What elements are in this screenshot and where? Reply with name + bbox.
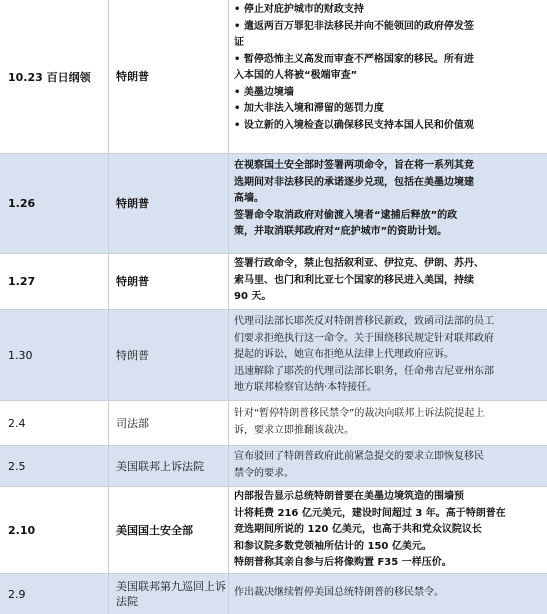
row-actor: 特朗普 xyxy=(116,70,149,83)
table-row xyxy=(0,154,547,254)
row-text-line: 签署行政命令，禁止包括叙利亚、伊拉克、伊朗、苏丹、 xyxy=(234,258,484,269)
table-row xyxy=(0,401,547,446)
row-text-line: 地方联邦检察官达纳·本特接任。 xyxy=(234,382,378,393)
row-description xyxy=(228,154,547,253)
row-date: 1.27 xyxy=(8,275,36,288)
row-text-line: • 停止对庇护城市的财政支持 xyxy=(234,4,364,15)
row-date: 2.5 xyxy=(8,459,26,473)
row-text-line: 作出裁决继续暂停美国总统特朗普的移民禁令。 xyxy=(234,587,444,598)
row-text-line: 证 xyxy=(234,37,244,48)
row-description xyxy=(228,401,547,445)
row-text-line: 计将耗费 216 亿元美元，建设时间超过 3 年。高于特朗普在 xyxy=(234,507,506,519)
row-text-line: 针对“暂停特朗普移民禁令”的裁决向联邦上诉法院提起上 xyxy=(234,408,485,419)
row-text-line: 选期间对非法移民的承诺逐步兑现，包括在美墨边境建 xyxy=(234,176,474,188)
row-text-line: 特朗普称其亲自参与后将像购置 F35 一样压价。 xyxy=(234,557,452,568)
row-description xyxy=(228,0,547,153)
table-row xyxy=(0,254,547,310)
row-text-line: 在视察国土安全部时签署两项命令，旨在将一系列其竞 xyxy=(234,160,474,171)
row-text-line: • 遣返两百万罪犯非法移民并向不能领回的政府停发签 xyxy=(234,20,474,32)
row-actor: 特朗普 xyxy=(116,275,149,288)
row-text-line: 迅速解除了耶茨的代理司法部长职务，任命弗吉尼亚州东部 xyxy=(234,365,494,377)
row-actor: 特朗普 xyxy=(116,197,149,210)
table-row xyxy=(0,0,547,154)
row-description xyxy=(228,574,547,614)
column-divider xyxy=(228,0,229,614)
row-description xyxy=(228,446,547,486)
table-row xyxy=(0,310,547,401)
column-divider xyxy=(108,0,109,614)
row-text-line: • 加大非法入境和滞留的惩罚力度 xyxy=(234,103,384,114)
row-actor: 美国国土安全部 xyxy=(116,523,193,537)
table-row xyxy=(0,446,547,487)
row-text-line: 内部报告显示总统特朗普要在美墨边境筑造的围墙预 xyxy=(234,491,464,502)
row-actor: 美国联邦上诉法院 xyxy=(116,459,204,473)
row-date: 2.10 xyxy=(8,523,36,537)
row-actor: 美国联邦第九巡回上诉法院 xyxy=(116,580,226,608)
row-date: 1.30 xyxy=(8,348,33,362)
row-text-line: 代理司法部长耶茨反对特朗普移民新政，致函司法部的员工 xyxy=(234,316,494,327)
row-text-line: 和参议院多数党领袖所估计的 150 亿美元。 xyxy=(234,540,432,552)
row-description xyxy=(228,310,547,400)
row-text-line: 诉，要求立即推翻该裁决。 xyxy=(234,424,354,436)
row-text-line: 禁令的要求。 xyxy=(234,467,294,479)
row-actor: 特朗普 xyxy=(116,348,149,362)
row-text-line: 策，并取消联邦政府对“庇护城市”的资助计划。 xyxy=(234,226,448,237)
row-text-line: 高墙。 xyxy=(234,193,264,204)
row-actor: 司法部 xyxy=(116,416,149,430)
row-text-line: 提起的诉讼，她宣布拒绝从法律上代理政府应诉。 xyxy=(234,349,454,360)
row-description xyxy=(228,487,547,573)
row-text-line: 90 天。 xyxy=(234,291,272,302)
row-text-line: 竞选期间所说的 120 亿美元，也高于共和党众议院议长 xyxy=(234,524,482,535)
row-description xyxy=(228,254,547,309)
row-text-line: 索马里、也门和利比亚七个国家的移民进入美国，持续 xyxy=(234,274,474,286)
row-text-line: 签署命令取消政府对偷渡入境者“逮捕后释放”的政 xyxy=(234,209,458,221)
row-text-line: • 美墨边境墙 xyxy=(234,86,294,98)
row-date: 2.4 xyxy=(8,416,26,430)
row-date: 1.26 xyxy=(8,197,36,210)
table-row xyxy=(0,487,547,574)
row-text-line: • 暂停恐怖主义高发而审查不严格国家的移民。所有进 xyxy=(234,53,474,65)
row-date: 10.23 百日纲领 xyxy=(8,70,91,84)
row-text-line: 入本国的人将被“极端审查” xyxy=(234,70,358,81)
row-date: 2.9 xyxy=(8,587,26,601)
row-text-line: • 设立新的入境检查以确保移民支持本国人民和价值观 xyxy=(234,119,474,131)
table-row xyxy=(0,574,547,614)
row-text-line: 宣布驳回了特朗普政府此前紧急提交的要求立即恢复移民 xyxy=(234,451,484,462)
row-text-line: 们要求拒绝执行这一命令。关于围绕移民规定针对联邦政府 xyxy=(234,332,494,344)
